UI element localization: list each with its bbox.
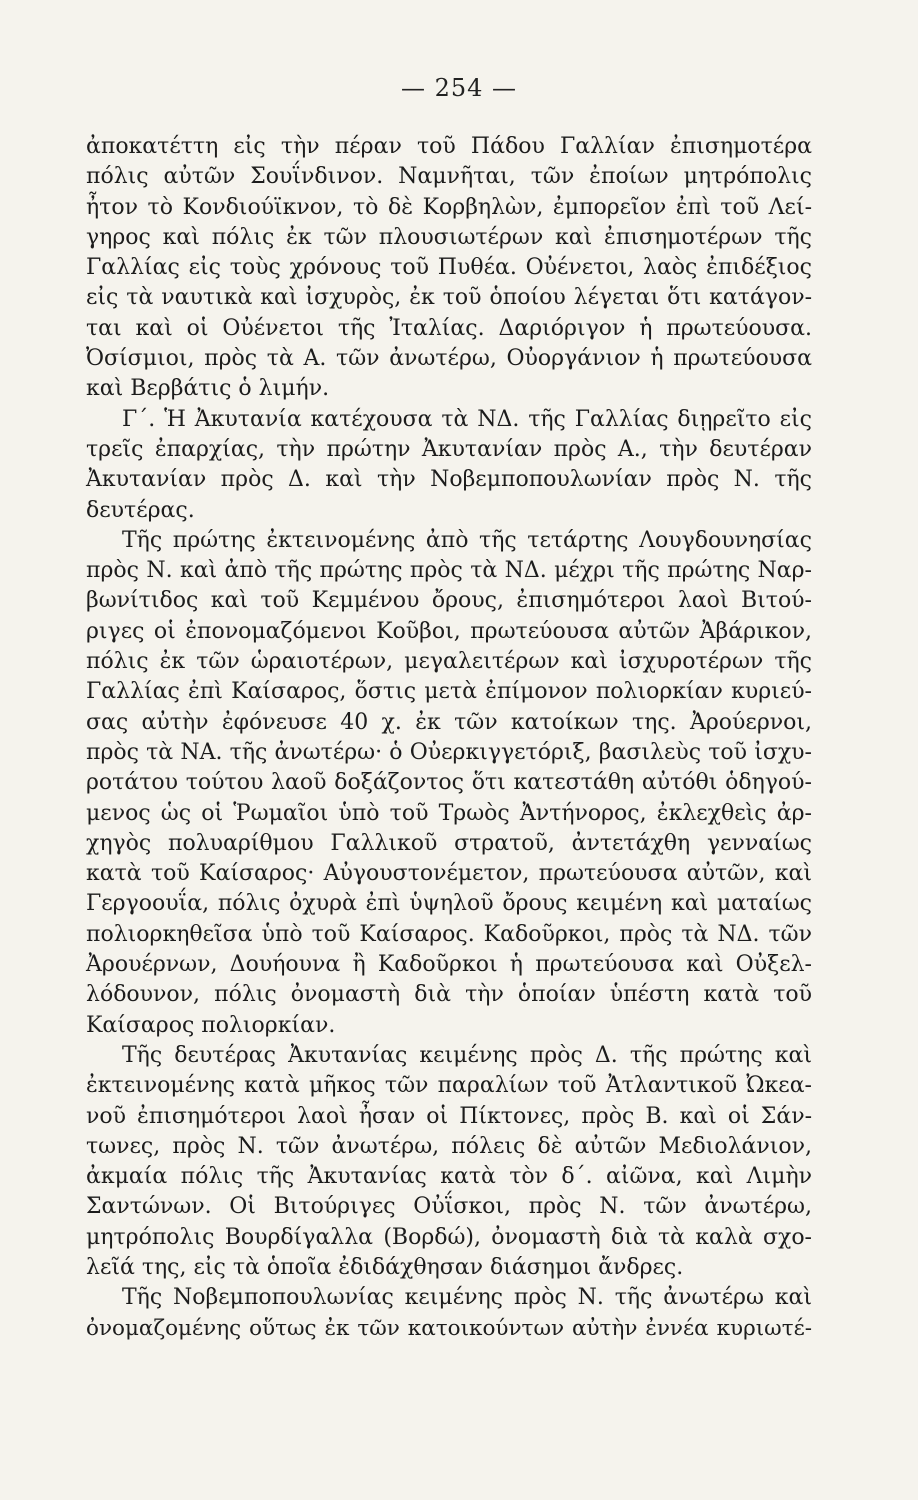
text-line: Καίσαρος πολιορκίαν. bbox=[86, 1012, 336, 1038]
text-line: Γ΄. Ἡ Ἀκυτανία κατέχουσα τὰ ΝΔ. τῆς Γαλλίας διῃρεῖτο εἰς bbox=[122, 406, 812, 432]
body-text bbox=[86, 132, 812, 1344]
text-line: καὶ Βερβάτις ὁ λιμήν. bbox=[86, 376, 330, 402]
text-line: βωνίτιδος καὶ τοῦ Κεμμένου ὄρους, ἐπισημότεροι λαοὶ Βιτού- bbox=[86, 588, 812, 614]
text-line: ροτάτου τούτου λαοῦ δοξάζοντος ὅτι κατεστάθη αὐτόθι ὁδηγού- bbox=[86, 770, 812, 796]
text-line: λεῖά της, εἰς τὰ ὁποῖα ἐδιδάχθησαν διάσημοι ἄνδρες. bbox=[86, 1254, 684, 1280]
text-line: Ἀρουέρνων, Δουήουνα ἢ Καδοῦρκοι ἡ πρωτεύουσα καὶ Οὐξελ- bbox=[86, 952, 812, 978]
text-line: Ἀκυτανίαν πρὸς Δ. καὶ τὴν Νοβεμποπουλωνίαν πρὸς Ν. τῆς bbox=[86, 467, 812, 493]
text-line: ται καὶ οἱ Οὐένετοι τῆς Ἰταλίας. Δαριόριγον ἡ πρωτεύουσα. bbox=[86, 315, 812, 341]
text-line: τωνες, πρὸς Ν. τῶν ἀνωτέρω, πόλεις δὲ αὐτῶν Μεδιολάνιον, bbox=[86, 1133, 812, 1159]
text-line: Τῆς πρώτης ἐκτεινομένης ἀπὸ τῆς τετάρτης Λουγδουνησίας bbox=[122, 527, 812, 553]
text-line: Ὀσίσμιοι, πρὸς τὰ Α. τῶν ἀνωτέρω, Οὐοργάνιον ἡ πρωτεύουσα bbox=[86, 346, 812, 372]
text-line: μητρόπολις Βουρδίγαλλα (Βορδώ), ὀνομαστὴ διὰ τὰ καλὰ σχο- bbox=[86, 1224, 812, 1250]
text-line: γηρος καὶ πόλις ἐκ τῶν πλουσιωτέρων καὶ ἐπισημοτέρων τῆς bbox=[86, 224, 812, 250]
text-line: σας αὐτὴν ἐφόνευσε 40 χ. ἐκ τῶν κατοίκων της. Ἀρούερνοι, bbox=[86, 709, 812, 735]
text-line: πρὸς τὰ ΝΑ. τῆς ἀνωτέρω· ὁ Οὐερκιγγετόριξ, βασιλεὺς τοῦ ἰσχυ- bbox=[86, 739, 812, 765]
text-line: Γαλλίας ἐπὶ Καίσαρος, ὅστις μετὰ ἐπίμονον πολιορκίαν κυριεύ- bbox=[86, 679, 812, 705]
text-line: Γαλλίας εἰς τοὺς χρόνους τοῦ Πυθέα. Οὐένετοι, λαὸς ἐπιδέξιος bbox=[86, 255, 812, 281]
text-line: ριγες οἱ ἐπονομαζόμενοι Κοῦβοι, πρωτεύουσα αὐτῶν Ἀβάρικον, bbox=[86, 618, 812, 644]
text-line: πόλις αὐτῶν Σουΐνδινον. Ναμνῆται, τῶν ἐποίων μητρόπολις bbox=[86, 164, 812, 190]
text-line: λόδουνον, πόλις ὀνομαστὴ διὰ τὴν ὁποίαν ὑπέστη κατὰ τοῦ bbox=[86, 982, 812, 1008]
text-line: Γεργοουΐα, πόλις ὀχυρὰ ἐπὶ ὑψηλοῦ ὄρους κειμένη καὶ ματαίως bbox=[86, 891, 812, 917]
text-line: ἦτον τὸ Κονδιούϊκνον, τὸ δὲ Κορβηλὼν, ἐμπορεῖον ἐπὶ τοῦ Λεί- bbox=[86, 194, 812, 220]
text-line: τρεῖς ἐπαρχίας, τὴν πρώτην Ἀκυτανίαν πρὸς Α., τὴν δευτέραν bbox=[86, 436, 812, 462]
text-line: κατὰ τοῦ Καίσαρος· Αὐγουστονέμετον, πρωτεύουσα αὐτῶν, καὶ bbox=[86, 861, 812, 887]
text-line: νοῦ ἐπισημότεροι λαοὶ ἦσαν οἱ Πίκτονες, πρὸς Β. καὶ οἱ Σάν- bbox=[86, 1103, 812, 1129]
text-line: ὀνομαζομένης οὕτως ἐκ τῶν κατοικούντων αὐτὴν ἐννέα κυριωτέ- bbox=[86, 1315, 812, 1341]
text-line: πόλις ἐκ τῶν ὡραιοτέρων, μεγαλειτέρων καὶ ἰσχυροτέρων τῆς bbox=[86, 649, 812, 675]
text-line: πολιορκηθεῖσα ὑπὸ τοῦ Καίσαρος. Καδοῦρκοι, πρὸς τὰ ΝΔ. τῶν bbox=[86, 921, 812, 947]
text-line: Σαντώνων. Οἱ Βιτούριγες Οὐΐσκοι, πρὸς Ν. τῶν ἀνωτέρω, bbox=[86, 1194, 812, 1220]
text-line: Τῆς Νοβεμποπουλωνίας κειμένης πρὸς Ν. τῆς ἀνωτέρω καὶ bbox=[122, 1285, 812, 1311]
text-line: δευτέρας. bbox=[86, 497, 195, 523]
text-line: εἰς τὰ ναυτικὰ καὶ ἰσχυρὸς, ἐκ τοῦ ὁποίου λέγεται ὅτι κατάγον- bbox=[86, 285, 812, 311]
text-line: πρὸς Ν. καὶ ἀπὸ τῆς πρώτης πρὸς τὰ ΝΔ. μέχρι τῆς πρώτης Ναρ- bbox=[86, 558, 812, 584]
text-line: ἐκτεινομένης κατὰ μῆκος τῶν παραλίων τοῦ Ἀτλαντικοῦ Ὠκεα- bbox=[86, 1073, 812, 1099]
text-line: ἀποκατέττη εἰς τὴν πέραν τοῦ Πάδου Γαλλίαν ἐπισημοτέρα bbox=[86, 134, 812, 159]
text-line: ἀκμαία πόλις τῆς Ἀκυτανίας κατὰ τὸν δ΄. αἰῶνα, καὶ Λιμὴν bbox=[86, 1164, 812, 1190]
text-line: Τῆς δευτέρας Ἀκυτανίας κειμένης πρὸς Δ. τῆς πρώτης καὶ bbox=[122, 1042, 812, 1068]
page-number: — 254 — bbox=[400, 74, 518, 102]
text-line: μενος ὡς οἱ Ῥωμαῖοι ὑπὸ τοῦ Τρωὸς Ἀντήνορος, ἐκλεχθεὶς ἀρ- bbox=[86, 800, 812, 826]
text-line: χηγὸς πολυαρίθμου Γαλλικοῦ στρατοῦ, ἀντετάχθη γενναίως bbox=[86, 830, 812, 856]
